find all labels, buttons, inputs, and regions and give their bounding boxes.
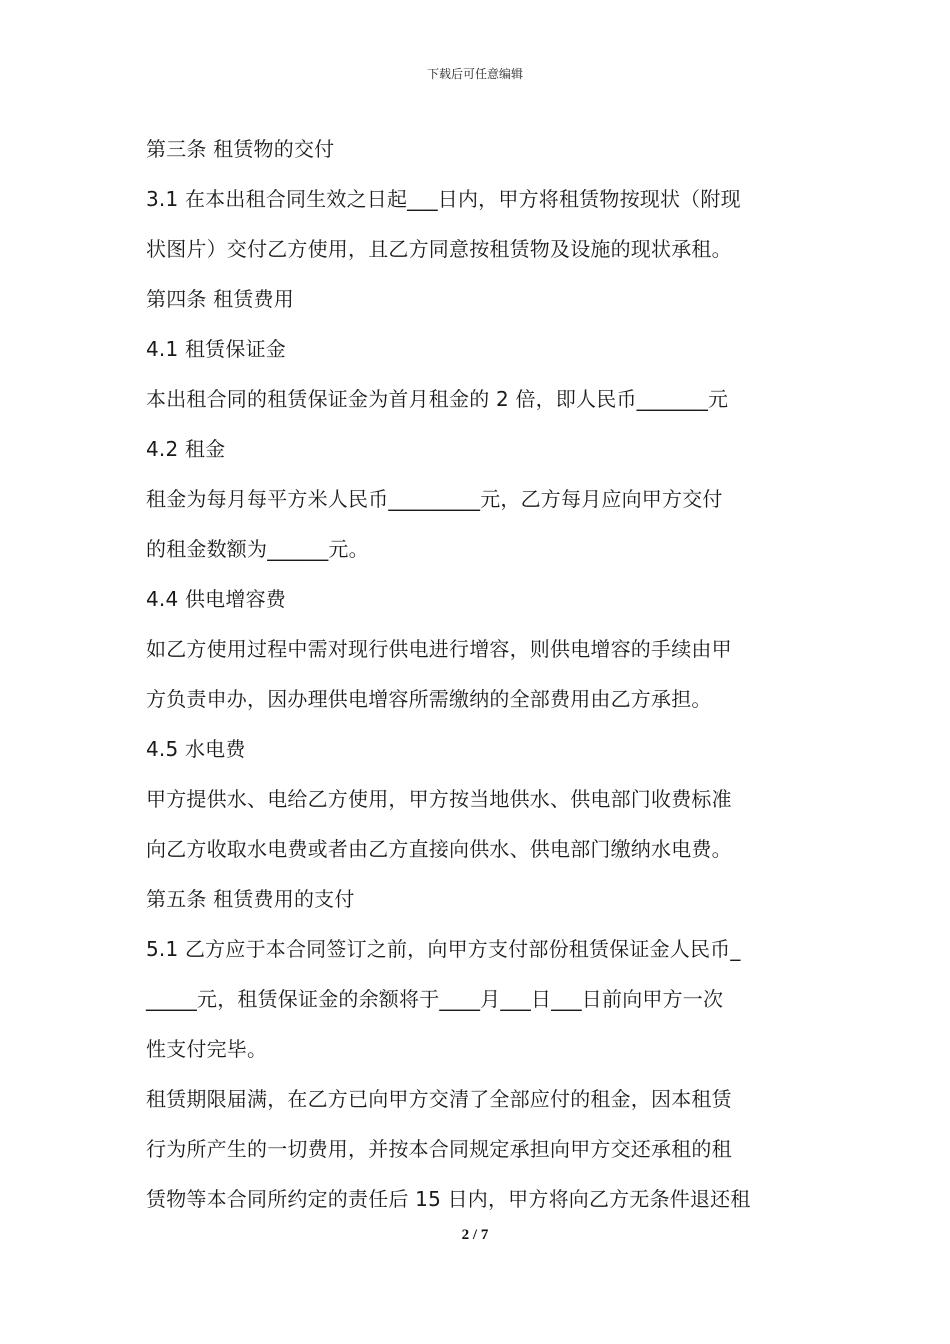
section-heading: 第四条 租赁费用 — [146, 287, 294, 311]
paragraph-line: 租赁期限届满，在乙方已向甲方交清了全部应付的租金，因本租赁 — [146, 1087, 732, 1111]
paragraph-line: 甲方提供水、电给乙方使用，甲方按当地供水、供电部门收费标准 — [146, 787, 732, 811]
subsection-heading: 4.4 供电增容费 — [146, 587, 286, 611]
section-heading: 第三条 租赁物的交付 — [146, 137, 335, 161]
paragraph-line: 本出租合同的租赁保证金为首月租金的 2 倍，即人民币_______元 — [146, 387, 729, 411]
paragraph-line: 行为所产生的一切费用，并按本合同规定承担向甲方交还承租的租 — [146, 1137, 732, 1161]
subsection-heading: 4.2 租金 — [146, 437, 226, 461]
section-heading: 第五条 租赁费用的支付 — [146, 887, 355, 911]
paragraph-line: 5.1 乙方应于本合同签订之前，向甲方支付部份租赁保证金人民币_ — [146, 937, 741, 961]
paragraph-line: 的租金数额为______元。 — [146, 537, 369, 561]
paragraph-line: 如乙方使用过程中需对现行供电进行增容，则供电增容的手续由甲 — [146, 637, 732, 661]
document-body — [146, 124, 810, 1224]
paragraph-line: 状图片）交付乙方使用，且乙方同意按租赁物及设施的现状承租。 — [146, 237, 732, 261]
subsection-heading: 4.5 水电费 — [146, 737, 246, 761]
page-number: 2 / 7 — [461, 1227, 489, 1243]
subsection-heading: 4.1 租赁保证金 — [146, 337, 286, 361]
paragraph-line: 性支付完毕。 — [146, 1037, 268, 1061]
paragraph-line: 向乙方收取水电费或者由乙方直接向供水、供电部门缴纳水电费。 — [146, 837, 732, 861]
paragraph-line: 租金为每月每平方米人民币_________元，乙方每月应向甲方交付 — [146, 487, 723, 511]
paragraph-line: 方负责申办，因办理供电增容所需缴纳的全部费用由乙方承担。 — [146, 687, 712, 711]
page-header: 下载后可任意编辑 — [426, 67, 523, 81]
paragraph-line: _____元，租赁保证金的余额将于____月___日___日前向甲方一次 — [146, 987, 724, 1011]
paragraph-line: 赁物等本合同所约定的责任后 15 日内，甲方将向乙方无条件退还租 — [146, 1187, 751, 1211]
paragraph-line: 3.1 在本出租合同生效之日起___日内，甲方将租赁物按现状（附现 — [146, 187, 741, 211]
